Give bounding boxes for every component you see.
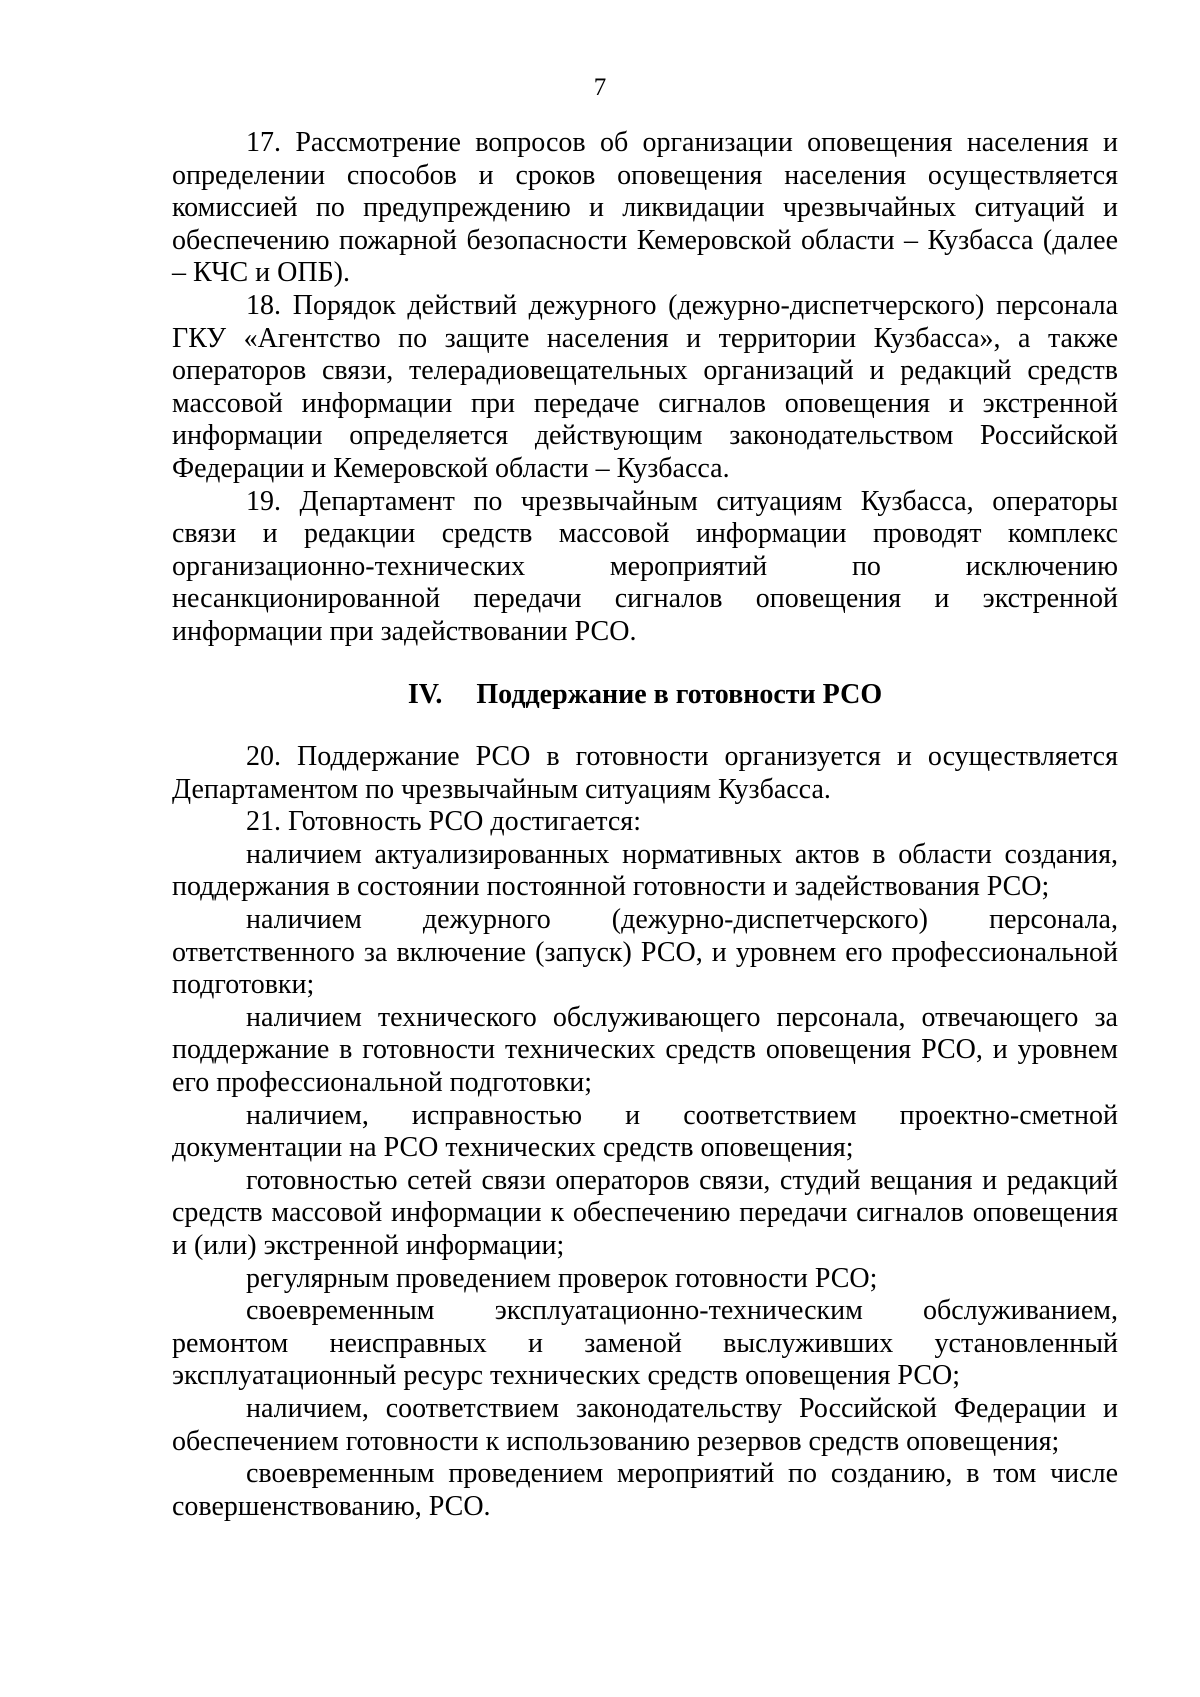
list-item: регулярным проведением проверок готовности РСО; [246,1262,878,1294]
paragraph-17: 17. Рассмотрение вопросов об организации оповещения населения и определении способов и сроков оповещения населения осуществляется комиссией по предупреждению и ликвидации чрезвычайных ситуаций и обеспечению пожарной безопасности Кемеровской области – Кузбасса (далее – КЧС и ОПБ). [172,127,1118,289]
list-item: своевременным проведением мероприятий по созданию, в том числе совершенствованию, РСО. [172,1458,1118,1522]
section-number: IV. [407,678,443,710]
list-item: наличием технического обслуживающего персонала, отвечающего за поддержание в готовности технических средств оповещения РСО, и уровнем его профессиональной подготовки; [172,1001,1118,1099]
list-item: наличием, соответствием законодательству Российской Федерации и обеспечением готовности к использованию резервов средств оповещения; [172,1392,1118,1457]
paragraph-18: 18. Порядок действий дежурного (дежурно-диспетчерского) персонала ГКУ «Агентство по защите населения и территории Кузбасса», а также операторов связи, телерадиовещательных организаций и редакций средств массовой информации при передаче сигналов оповещения и экстренной информации определяется действующим законодательством Российской Федерации и Кемеровской области – Кузбасса. [172,289,1118,484]
list-item: наличием, исправностью и соответствием проектно-сметной документации на РСО технических средств оповещения; [172,1099,1118,1164]
list-item: наличием актуализированных нормативных актов в области создания, поддержания в состоянии постоянной готовности и задействования РСО; [172,838,1118,903]
paragraph-20: 20. Поддержание РСО в готовности организуется и осуществляется Департаментом по чрезвычайным ситуациям Кузбасса. [172,741,1118,805]
section-title: Поддержание в готовности РСО [476,678,883,710]
list-item: наличием дежурного (дежурно-диспетчерского) персонала, ответственного за включение (запуск) РСО, и уровнем его профессиональной подготовки; [172,904,1118,1001]
document-body [172,127,1118,1523]
section-heading [172,679,1118,712]
paragraph-19: 19. Департамент по чрезвычайным ситуациям Кузбасса, операторы связи и редакции средств массовой информации проводят комплекс организационно-технических мероприятий по исключению несанкционированной передачи сигналов оповещения и экстренной информации при задействовании РСО. [172,485,1118,647]
list-item: готовностью сетей связи операторов связи, студий вещания и редакций средств массовой информации к обеспечению передачи сигналов оповещения и (или) экстренной информации; [172,1164,1118,1261]
paragraph-21: 21. Готовность РСО достигается: [246,806,641,838]
list-item: своевременным эксплуатационно-техническим обслуживанием, ремонтом неисправных и заменой выслуживших установленный эксплуатационный ресурс технических средств оповещения РСО; [172,1295,1118,1392]
page-number: 7 [593,74,607,101]
